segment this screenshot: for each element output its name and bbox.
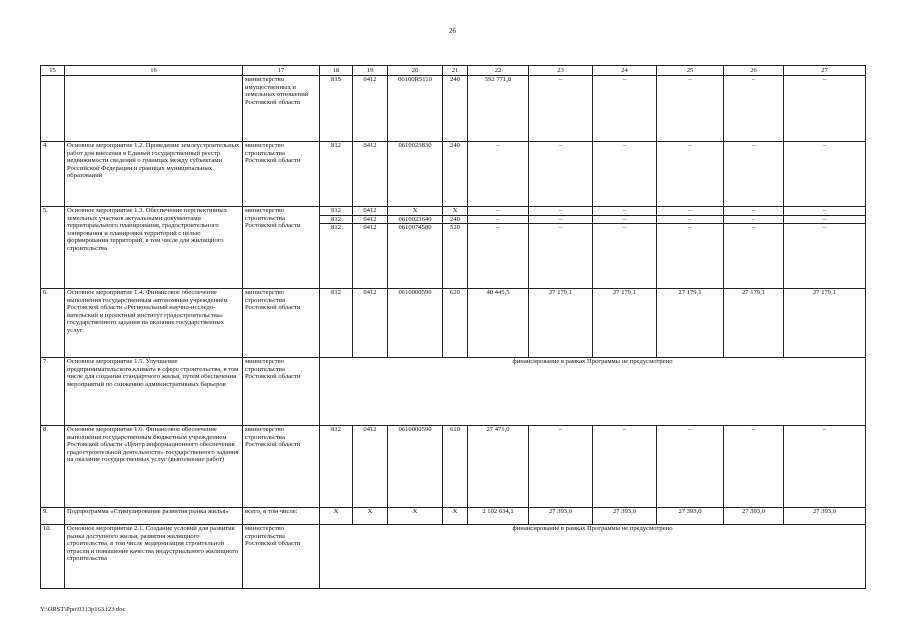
value-line: 815	[331, 76, 341, 83]
value-line: 812	[331, 142, 341, 149]
value-line: 27 179,1	[548, 289, 573, 296]
value-cell	[320, 289, 353, 358]
value-line: 0412	[363, 76, 377, 83]
financing-note-cell: финансирование в рамках Программы не предусмотрено	[320, 358, 866, 426]
value-line: –	[593, 223, 656, 232]
value-line: –	[558, 426, 563, 433]
value-line: –	[688, 207, 692, 214]
value-line: 0610000590	[398, 426, 432, 433]
value-line: 27 393,0	[812, 508, 837, 515]
value-line: 0412	[353, 223, 387, 232]
value-line: Х	[412, 508, 418, 515]
value-line: –	[822, 207, 827, 214]
value-line: Х	[333, 508, 339, 515]
value-line: 0412	[353, 215, 387, 224]
value-line: –	[558, 207, 563, 214]
value-line: 240	[443, 215, 467, 224]
value-cell	[784, 207, 866, 289]
value-cell	[657, 426, 724, 508]
activity-name-cell	[65, 76, 243, 142]
value-line: –	[657, 223, 723, 232]
value-line: –	[688, 76, 692, 83]
value-cell	[353, 289, 388, 358]
value-line: –	[822, 76, 827, 83]
value-cell	[443, 76, 468, 142]
value-line: 0610023830	[398, 142, 432, 149]
value-cell	[593, 426, 657, 508]
activity-name-cell: Подпрограмма «Стимулирование развития рынка жилья»	[65, 508, 243, 525]
value-line: 27 179,1	[678, 289, 702, 296]
value-line: –	[751, 426, 756, 433]
value-line: –	[622, 76, 627, 83]
value-line: 520	[443, 223, 467, 232]
value-cell	[529, 508, 593, 525]
value-cell	[388, 142, 443, 207]
value-cell	[468, 289, 529, 358]
table-row	[41, 525, 866, 589]
value-line: 240	[450, 76, 460, 83]
value-line: 40 445,5	[486, 289, 510, 296]
value-cell	[468, 426, 529, 508]
row-number-cell: 7.	[41, 358, 65, 426]
activity-name-cell: Основное мероприятие 1.3. Обеспечение перспективных земельных участков актуальными документами территориального планирования, градостроительного зонирования и планировки территорий с целью формирования территорий, в том числе для жилищного строительства	[65, 207, 243, 289]
value-cell	[784, 76, 866, 142]
value-line: Х	[412, 207, 418, 214]
column-number-header: 21	[443, 66, 468, 76]
value-cell	[724, 426, 784, 508]
value-cell	[724, 142, 784, 207]
value-line: 812	[331, 426, 341, 433]
value-line: –	[751, 142, 756, 149]
row-number-cell: 9.	[41, 508, 65, 525]
value-cell	[443, 142, 468, 207]
value-line: 812	[331, 289, 341, 296]
executor-cell: всего, в том числе:	[243, 508, 320, 525]
column-number-header: 24	[593, 66, 657, 76]
activity-name-cell: Основное мероприятие 1.5. Улучшение предпринимательского климата в сфере строительства, в том числе для создания стандартного жилья, путем обеспечения мероприятий по снижению административных барьеров	[65, 358, 243, 426]
column-number-header: 27	[784, 66, 866, 76]
table-row	[41, 207, 866, 289]
page-number: 26	[449, 27, 456, 35]
table-row	[41, 508, 866, 525]
value-line: –	[622, 426, 627, 433]
column-number-header: 15	[41, 66, 65, 76]
value-line: 27 393,0	[612, 508, 637, 515]
column-number-header: 20	[388, 66, 443, 76]
value-line: –	[751, 76, 756, 83]
row-number-cell: 8.	[41, 426, 65, 508]
activity-name-cell: Основное мероприятие 1.2. Проведение землеустроительных работ для внесения в Единый государственный реестр недвижимости сведений о границах между субъектами Российской Федерации и границах муниципальных образований	[65, 142, 243, 207]
activity-name-cell: Основное мероприятие 1.4. Финансовое обеспечение выполнения государственным автономным учреждением Ростовской области «Региональный научно-исследо-вательский и проектный институт градостроительства» государственного задания на оказание государственных услуг	[65, 289, 243, 358]
activity-name-cell: Основное мероприятие 1.6. Финансовое обеспечение выполнения государственным бюджетным учреждением Ростовской области «Центр информационного обеспечения градостроительной деятельности» государственного задания на оказание государственных услуг (выполнение работ)	[65, 426, 243, 508]
row-number-cell: 5.	[41, 207, 65, 289]
value-line: –	[529, 215, 592, 224]
value-line: 592 771,8	[484, 76, 512, 83]
value-cell	[784, 289, 866, 358]
executor-cell: министерство имущественных и земельных отношений Ростовской области	[243, 76, 320, 142]
value-line: –	[784, 215, 865, 224]
value-line: 27 179,1	[612, 289, 637, 296]
table-row	[41, 142, 866, 207]
row-number-cell: 10.	[41, 525, 65, 589]
executor-cell: министерство строительства Ростовской области	[243, 207, 320, 289]
value-cell	[468, 142, 529, 207]
value-cell	[388, 508, 443, 525]
executor-cell: министерство строительства Ростовской области	[243, 426, 320, 508]
value-cell	[443, 207, 468, 289]
value-cell	[657, 508, 724, 525]
value-line: –	[558, 142, 563, 149]
value-line: Х	[452, 508, 458, 515]
value-cell	[593, 207, 657, 289]
value-line: –	[468, 223, 528, 232]
executor-cell: министерство строительства Ростовской области	[243, 142, 320, 207]
value-cell	[320, 142, 353, 207]
value-line: –	[622, 207, 627, 214]
value-cell	[529, 142, 593, 207]
value-cell	[320, 76, 353, 142]
value-cell	[724, 207, 784, 289]
value-cell	[443, 426, 468, 508]
value-cell	[657, 142, 724, 207]
executor-cell: министерство строительства Ростовской области	[243, 358, 320, 426]
value-line: Х	[367, 508, 373, 515]
value-line: 0412	[363, 289, 377, 296]
executor-cell: министерство строительства Ростовской области	[243, 289, 320, 358]
value-line: Х	[452, 207, 458, 214]
value-line: 0610074580	[388, 223, 442, 232]
value-cell	[724, 289, 784, 358]
value-cell	[320, 508, 353, 525]
value-line: 0412	[363, 426, 377, 433]
value-cell	[657, 289, 724, 358]
value-cell	[593, 76, 657, 142]
value-line: 0610000590	[398, 289, 432, 296]
value-line: 27 393,0	[678, 508, 702, 515]
table-row	[41, 358, 866, 426]
value-line: –	[593, 215, 656, 224]
value-cell	[593, 289, 657, 358]
value-cell	[657, 207, 724, 289]
value-line: –	[688, 426, 692, 433]
value-cell	[784, 426, 866, 508]
value-line: –	[558, 76, 563, 83]
value-cell	[353, 207, 388, 289]
column-number-row	[41, 66, 866, 76]
value-line: –	[724, 215, 783, 224]
value-cell	[443, 289, 468, 358]
value-line: 620	[450, 289, 460, 296]
table-row	[41, 289, 866, 358]
value-cell	[353, 76, 388, 142]
value-cell	[320, 207, 353, 289]
value-cell	[593, 142, 657, 207]
value-line: 0412	[363, 207, 377, 214]
value-cell	[529, 76, 593, 142]
value-cell	[468, 207, 529, 289]
column-number-header: 18	[320, 66, 353, 76]
value-cell	[784, 508, 866, 525]
value-line: 06100R5110	[398, 76, 432, 83]
executor-cell: министерство строительства Ростовской области	[243, 525, 320, 589]
column-number-header: 22	[468, 66, 529, 76]
value-line: 27 471,0	[486, 426, 510, 433]
activity-name-cell: Основное мероприятие 2.1. Создание условий для развития рынка доступного жилья, развития жилищного строительства, в том числе модернизация строительной отрасли и повышение качества индустриального жилищного строительства	[65, 525, 243, 589]
value-line: 0610023640	[388, 215, 442, 224]
value-cell	[353, 426, 388, 508]
column-number-header: 25	[657, 66, 724, 76]
value-line: –	[784, 223, 865, 232]
value-line: –	[822, 426, 827, 433]
value-cell	[529, 426, 593, 508]
value-line: –	[622, 142, 627, 149]
value-cell	[468, 508, 529, 525]
row-number-cell: 4.	[41, 142, 65, 207]
value-cell	[724, 76, 784, 142]
value-cell	[657, 76, 724, 142]
value-cell	[443, 508, 468, 525]
column-number-header: 26	[724, 66, 784, 76]
value-cell	[724, 508, 784, 525]
value-line: –	[724, 223, 783, 232]
value-line: 610	[450, 426, 460, 433]
value-line: –	[496, 207, 500, 214]
value-cell	[388, 76, 443, 142]
value-cell	[529, 289, 593, 358]
row-number-cell: 6.	[41, 289, 65, 358]
value-cell	[468, 76, 529, 142]
value-line: 812	[331, 207, 341, 214]
value-cell	[388, 289, 443, 358]
value-line: 240	[450, 142, 460, 149]
value-cell	[388, 207, 443, 289]
value-line: 0412	[363, 142, 377, 149]
value-line: 27 179,1	[741, 289, 766, 296]
column-number-header: 23	[529, 66, 593, 76]
value-cell	[388, 426, 443, 508]
column-number-header: 17	[243, 66, 320, 76]
value-line: 27 393,0	[548, 508, 573, 515]
value-line: –	[496, 142, 500, 149]
value-line: –	[657, 215, 723, 224]
footer-file-path: Y:\ORST\Ppo\0313p163.f23.doc	[40, 606, 126, 613]
value-cell	[529, 207, 593, 289]
value-line: 2 102 634,1	[482, 508, 514, 515]
financing-note-cell: финансирование в рамках Программы не предусмотрено	[320, 525, 866, 589]
value-line: –	[529, 223, 592, 232]
value-line: 812	[320, 215, 352, 224]
value-line: –	[688, 142, 692, 149]
value-cell	[593, 508, 657, 525]
value-line: 27 393,0	[741, 508, 766, 515]
column-number-header: 16	[65, 66, 243, 76]
value-cell	[784, 142, 866, 207]
row-number-cell	[41, 76, 65, 142]
value-cell	[320, 426, 353, 508]
value-line: 27 179,1	[812, 289, 837, 296]
column-number-header: 19	[353, 66, 388, 76]
budget-table	[40, 65, 866, 589]
value-cell	[353, 508, 388, 525]
value-cell	[353, 142, 388, 207]
value-line: –	[751, 207, 756, 214]
table-row	[41, 426, 866, 508]
value-line: –	[822, 142, 827, 149]
table-row	[41, 76, 866, 142]
value-line: 812	[320, 223, 352, 232]
value-line: –	[468, 215, 528, 224]
